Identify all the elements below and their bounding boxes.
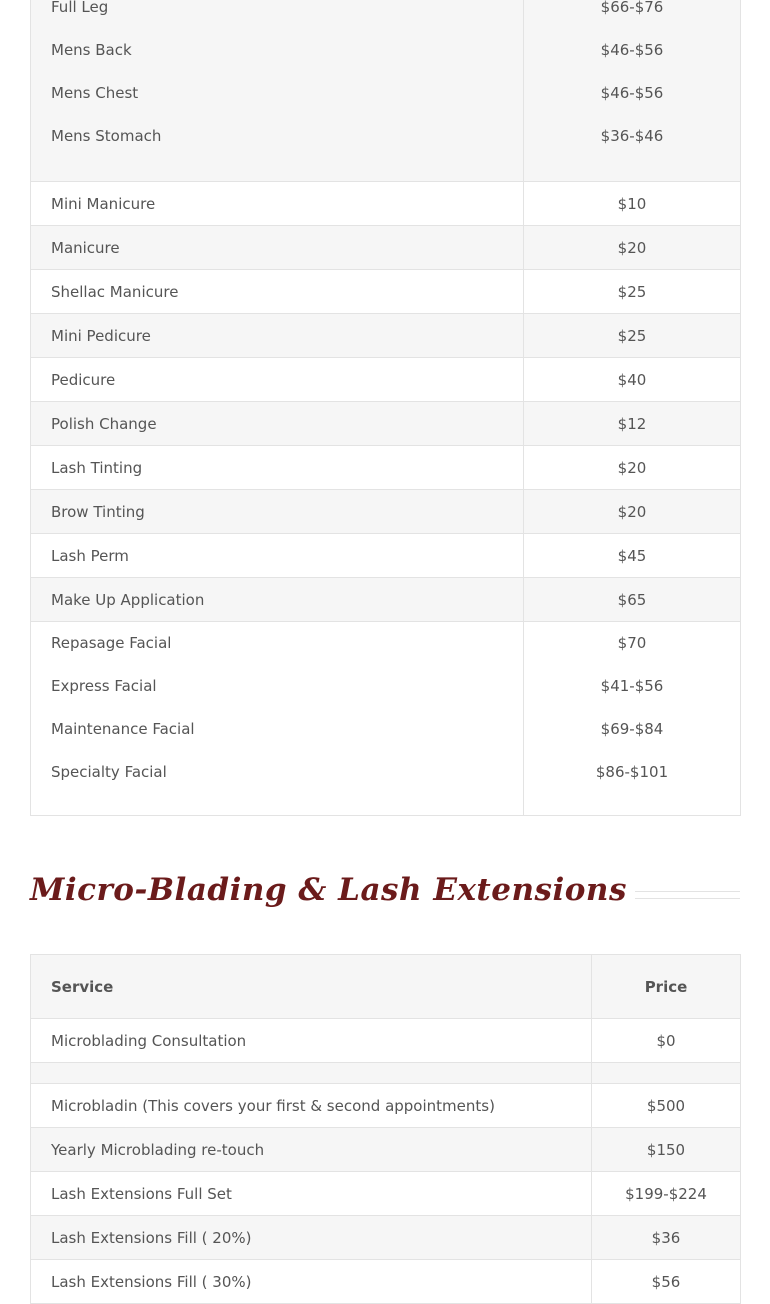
price-value: $20 <box>524 226 741 270</box>
service-name: Lash Tinting <box>31 446 524 490</box>
section-heading: Micro-Blading & Lash Extensions <box>30 872 635 908</box>
price-value: $36-$46 <box>600 127 664 145</box>
price-value <box>592 1063 741 1084</box>
price-value: $20 <box>524 446 741 490</box>
services-price-table <box>30 0 741 816</box>
table-row <box>31 1019 741 1063</box>
table-row <box>31 1260 741 1304</box>
table-row <box>31 402 741 446</box>
service-cell <box>31 0 524 182</box>
price-cell <box>524 0 741 182</box>
column-header-price: Price <box>592 955 741 1019</box>
table-row <box>31 490 741 534</box>
service-name: Yearly Microblading re-touch <box>31 1128 592 1172</box>
table-row <box>31 358 741 402</box>
price-value: $46-$56 <box>600 41 664 59</box>
price-cell <box>524 622 741 816</box>
service-name: Shellac Manicure <box>31 270 524 314</box>
table-row <box>31 1063 741 1084</box>
price-value: $69-$84 <box>600 720 664 738</box>
table-row <box>31 1084 741 1128</box>
section-heading-container <box>30 872 740 918</box>
price-value: $56 <box>592 1260 741 1304</box>
service-name: Full Leg <box>51 0 109 16</box>
table-row <box>31 534 741 578</box>
table-row <box>31 1216 741 1260</box>
table-row <box>31 270 741 314</box>
price-value: $86-$101 <box>595 763 669 781</box>
service-name: Mini Manicure <box>31 182 524 226</box>
price-value: $70 <box>617 634 647 652</box>
table-header-row <box>31 955 741 1019</box>
service-name: Microblading Consultation <box>31 1019 592 1063</box>
service-name: Mini Pedicure <box>31 314 524 358</box>
table-row <box>31 446 741 490</box>
column-header-service: Service <box>31 955 592 1019</box>
service-name: Lash Extensions Fill ( 30%) <box>31 1260 592 1304</box>
service-name: Specialty Facial <box>51 763 167 781</box>
service-name: Repasage Facial <box>51 634 172 652</box>
price-value: $10 <box>524 182 741 226</box>
price-value: $199-$224 <box>592 1172 741 1216</box>
price-value: $20 <box>524 490 741 534</box>
service-name: Microbladin (This covers your first & second appointments) <box>31 1084 592 1128</box>
service-name: Make Up Application <box>31 578 524 622</box>
table-row <box>31 1128 741 1172</box>
price-value: $41-$56 <box>600 677 664 695</box>
price-value: $25 <box>524 314 741 358</box>
service-name: Brow Tinting <box>31 490 524 534</box>
table-row <box>31 578 741 622</box>
service-name: Mens Chest <box>51 84 139 102</box>
price-value: $66-$76 <box>600 0 664 16</box>
table-row <box>31 226 741 270</box>
service-name: Pedicure <box>31 358 524 402</box>
service-name: Lash Extensions Fill ( 20%) <box>31 1216 592 1260</box>
price-value: $150 <box>592 1128 741 1172</box>
table-row <box>31 314 741 358</box>
table-row <box>31 1172 741 1216</box>
service-name <box>31 1063 592 1084</box>
price-value: $0 <box>592 1019 741 1063</box>
price-value: $45 <box>524 534 741 578</box>
service-name: Manicure <box>31 226 524 270</box>
service-name: Polish Change <box>31 402 524 446</box>
service-cell <box>31 622 524 816</box>
service-name: Lash Perm <box>31 534 524 578</box>
table-row <box>31 182 741 226</box>
price-value: $40 <box>524 358 741 402</box>
price-value: $500 <box>592 1084 741 1128</box>
price-value: $65 <box>524 578 741 622</box>
service-name: Lash Extensions Full Set <box>31 1172 592 1216</box>
table-row <box>31 622 741 816</box>
price-value: $46-$56 <box>600 84 664 102</box>
price-value: $36 <box>592 1216 741 1260</box>
price-value: $25 <box>524 270 741 314</box>
service-name: Maintenance Facial <box>51 720 195 738</box>
price-value: $12 <box>524 402 741 446</box>
service-name: Mens Back <box>51 41 132 59</box>
service-name: Express Facial <box>51 677 157 695</box>
service-name: Mens Stomach <box>51 127 162 145</box>
table-row <box>31 0 741 182</box>
microblading-price-table <box>30 954 741 1304</box>
